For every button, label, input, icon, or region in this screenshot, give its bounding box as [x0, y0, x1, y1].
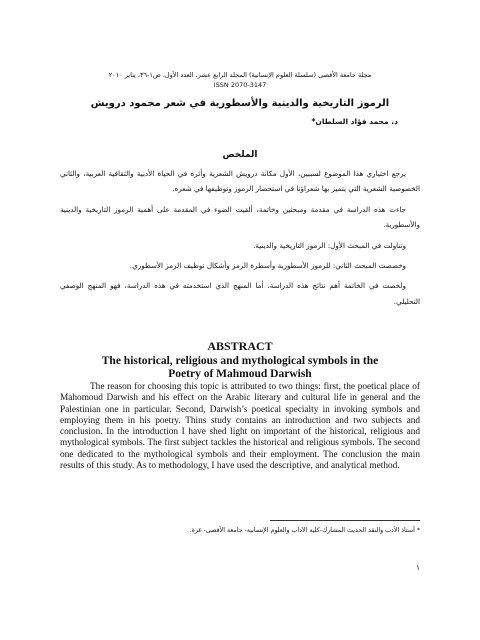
- arabic-abstract-paragraph: جاءت هذه الدراسة في مقدمة ومبحثين وخاتمة، ألقيت الضوء في المقدمة على أهمية الرموز التاريخية والدينية والأسطورية.: [60, 204, 420, 230]
- english-abstract-body: The reason for choosing this topic is attributed to two things: first, the poetical place of Mahomoud Darwish and his effect on the Arabic literary and cultural life in general and the Palestinian one in particular. Second, Darwish’s poetical specialty in invoking symbols and employing them in his poetry. Thins study contains an introduction and two subjects and conclusion. In the introduction I have shed light on important of the historical, religious and mythological symbols. The first subject tackles the historical and religious symbols. The second one dedicated to the mythological symbols and their employment. The conclusion the main results of this study. As to methodology, I have used the descriptive, and analytical method.: [60, 382, 420, 472]
- english-title-line: Poetry of Mahmoud Darwish: [168, 368, 312, 380]
- arabic-abstract-heading: الملخص: [222, 150, 258, 160]
- arabic-abstract-paragraph: ولخصت في الخاتمة أهم نتائج هذه الدراسة، أما المنهج الذي استخدمته في هذه الدراسة، فهو المنهج الوصفي التحليلي.: [60, 281, 420, 306]
- journal-header: [60, 70, 420, 90]
- arabic-abstract-paragraph: وخصصت المبحث الثاني: للرموز الأسطورية وأسطرة الرمز وأشكال توظيف الرمز الأسطوري.: [129, 261, 406, 271]
- page-number: ١: [415, 563, 420, 572]
- arabic-title: الرموز التاريخية والدينية والأسطورية في شعر محمود درويش: [90, 98, 390, 109]
- author-name: د. محمد فؤاد السلطان*: [311, 117, 398, 126]
- english-title-line: The historical, religious and mythological symbols in the: [101, 355, 379, 367]
- arabic-abstract-paragraph: وتناولت في المبحث الأول: الرموز التاريخية والدينية.: [253, 240, 406, 250]
- arabic-abstract-paragraph: يرجع اختياري هذا الموضوع لسببين، الأول مكانة درويش الشعرية وأثره في الحياة الأدبية والثقافية العربية، والثاني الخصوصية الشعرية التي يتميز بها شعراؤنا في استحضار الرموز وتوظيفها في شعره.: [60, 169, 420, 194]
- english-title: [60, 355, 420, 381]
- arabic-abstract: [60, 166, 420, 314]
- english-abstract-heading: ABSTRACT: [207, 339, 273, 353]
- issn-number: ISSN 2070-3147: [213, 81, 267, 89]
- journal-citation: مجلة جامعة الأقصى (سلسلة العلوم الإنسانية) المجلد الرابع عشر، العدد الأول، ص١-٣٦، يناير ٢٠١٠: [108, 71, 372, 79]
- footnote-divider: [270, 520, 420, 521]
- footnote: * أستاذ الأدب والنقد الحديث المشارك-كلية الآداب والعلوم الإنسانية- جامعة الأقصى- غزة.: [189, 527, 420, 534]
